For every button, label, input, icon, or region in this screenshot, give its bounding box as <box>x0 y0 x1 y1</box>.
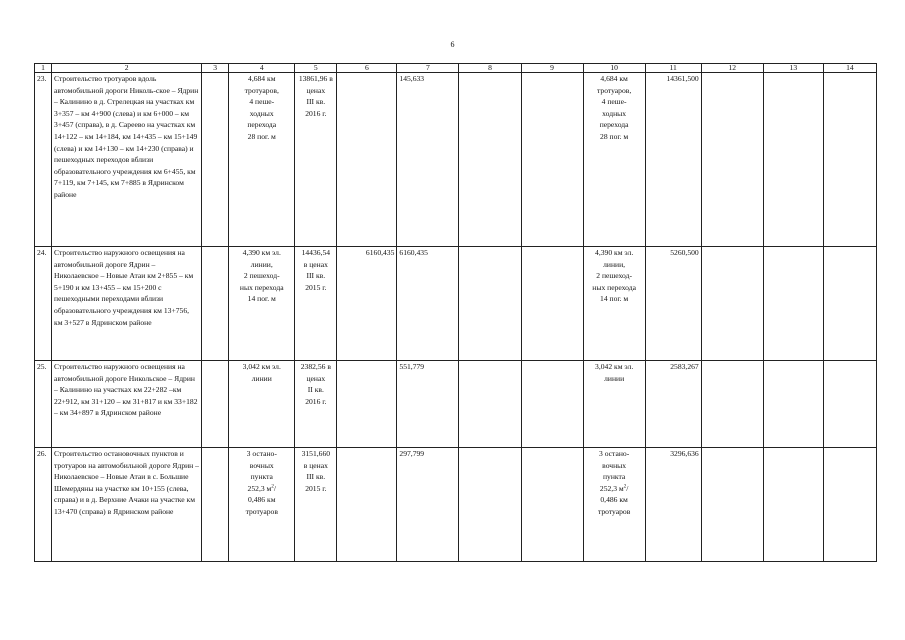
page-number: 6 <box>450 40 455 49</box>
cell-col3 <box>202 448 229 562</box>
column-header: 3 <box>202 64 229 73</box>
superscript: 2 <box>271 484 274 490</box>
cell-col8 <box>459 361 521 448</box>
column-header: 12 <box>701 64 763 73</box>
cell-col6: 6160,435 <box>337 247 397 361</box>
cell-col3 <box>202 361 229 448</box>
cell-col7: 6160,435 <box>397 247 459 361</box>
capacity-text: 3 остано- вочных пункта 252,3 м <box>599 449 630 493</box>
cell-capacity: 3,042 км эл. линии <box>229 361 295 448</box>
cell-col11: 3296,636 <box>645 448 701 562</box>
cell-capacity <box>229 448 295 562</box>
table-row <box>35 73 877 247</box>
cell-estimated-cost: 3151,660 в ценах III кв. 2015 г. <box>295 448 337 562</box>
cell-capacity: 4,684 км тротуаров, 4 пеше- ходных перехода 28 пог. м <box>229 73 295 247</box>
cell-capacity: 4,390 км эл. линии, 2 пешеход- ных перехода 14 пог. м <box>229 247 295 361</box>
cell-col8 <box>459 73 521 247</box>
cell-col10: 4,684 км тротуаров, 4 пеше- ходных перехода 28 пог. м <box>583 73 645 247</box>
cell-col9 <box>521 361 583 448</box>
cell-col12 <box>701 361 763 448</box>
cell-col12 <box>701 73 763 247</box>
column-header: 6 <box>337 64 397 73</box>
cell-col14 <box>823 73 876 247</box>
column-header: 10 <box>583 64 645 73</box>
object-name: Строительство остановочных пунктов и тротуаров на автомобильной дороге Ядрин – Николаевское – Новые Атаи в с. Большие Шемердяны на участке км 10+155 (слева, справа) и в д. Верхние Ачаки на участке км 13+470 (справа) в Ядринском районе <box>52 448 202 562</box>
row-number: 23. <box>35 73 52 247</box>
column-header: 4 <box>229 64 295 73</box>
cell-col13 <box>763 361 823 448</box>
capacity-text: 3 остано- вочных пункта 252,3 м <box>246 449 277 493</box>
cell-estimated-cost: 13861,96 в ценах III кв. 2016 г. <box>295 73 337 247</box>
cell-col13 <box>763 247 823 361</box>
cell-col6 <box>337 448 397 562</box>
cell-col8 <box>459 448 521 562</box>
object-name: Строительство тротуаров вдоль автомобильной дороги Николь-ское – Ядрин – Калинино в д. Стрелецкая на участках км 3+357 – км 4+900 (слева) и км 6+000 – км 3+457 (справа), в д. Сареево на участках км 14+122 – км 14+184, км 14+435 – км 15+149 (слева) и км 14+130 – км 14+230 (справа) и пешеходных переходов вблизи образовательного учреждения км 6+455, км 7+119, км 7+145, км 7+885 в Ядринском районе <box>52 73 202 247</box>
works-table <box>34 63 877 562</box>
table-row <box>35 448 877 562</box>
object-name: Строительство наружного освещения на автомобильной дороге Никольское – Ядрин – Калинино на участках км 22+282 –км 22+912, км 31+120 – км 31+817 и км 33+182 – км 34+897 в Ядринском районе <box>52 361 202 448</box>
cell-col7: 551,779 <box>397 361 459 448</box>
cell-col8 <box>459 247 521 361</box>
cell-col6 <box>337 73 397 247</box>
cell-col13 <box>763 73 823 247</box>
column-header: 8 <box>459 64 521 73</box>
cell-col9 <box>521 247 583 361</box>
column-header: 1 <box>35 64 52 73</box>
table-row <box>35 361 877 448</box>
cell-col7: 297,799 <box>397 448 459 562</box>
cell-col6 <box>337 361 397 448</box>
cell-col12 <box>701 247 763 361</box>
row-number: 24. <box>35 247 52 361</box>
column-header: 13 <box>763 64 823 73</box>
cell-col3 <box>202 73 229 247</box>
object-name: Строительство наружного освещения на автомобильной дороге Ядрин – Николаевское – Новые Атаи км 2+855 – км 5+190 и км 13+455 – км 15+200 с пешеходными переходами вблизи образовательного учреждения км 13+756, км 3+527 в Ядринском районе <box>52 247 202 361</box>
capacity-text-rest: / 0,486 км тротуаров <box>245 483 278 516</box>
column-header: 2 <box>52 64 202 73</box>
cell-col12 <box>701 448 763 562</box>
cell-col14 <box>823 247 876 361</box>
cell-col10: 4,390 км эл. линии, 2 пешеход- ных перехода 14 пог. м <box>583 247 645 361</box>
row-number: 26. <box>35 448 52 562</box>
cell-estimated-cost: 2382,56 в ценах II кв. 2016 г. <box>295 361 337 448</box>
column-header: 11 <box>645 64 701 73</box>
cell-col13 <box>763 448 823 562</box>
cell-col9 <box>521 73 583 247</box>
column-header: 5 <box>295 64 337 73</box>
cell-col10: 3,042 км эл. линии <box>583 361 645 448</box>
cell-col11: 14361,500 <box>645 73 701 247</box>
cell-col11: 5260,500 <box>645 247 701 361</box>
cell-col7: 145,633 <box>397 73 459 247</box>
cell-col3 <box>202 247 229 361</box>
cell-col14 <box>823 361 876 448</box>
column-header: 7 <box>397 64 459 73</box>
superscript: 2 <box>623 484 627 490</box>
header-row <box>35 64 877 73</box>
cell-col10 <box>583 448 645 562</box>
column-header: 14 <box>823 64 876 73</box>
cell-col9 <box>521 448 583 562</box>
cell-col14 <box>823 448 876 562</box>
cell-col11: 2583,267 <box>645 361 701 448</box>
cell-estimated-cost: 14436,54 в ценах III кв. 2015 г. <box>295 247 337 361</box>
table-row <box>35 247 877 361</box>
row-number: 25. <box>35 361 52 448</box>
capacity-text-rest: / 0,486 км тротуаров <box>597 483 631 516</box>
column-header: 9 <box>521 64 583 73</box>
